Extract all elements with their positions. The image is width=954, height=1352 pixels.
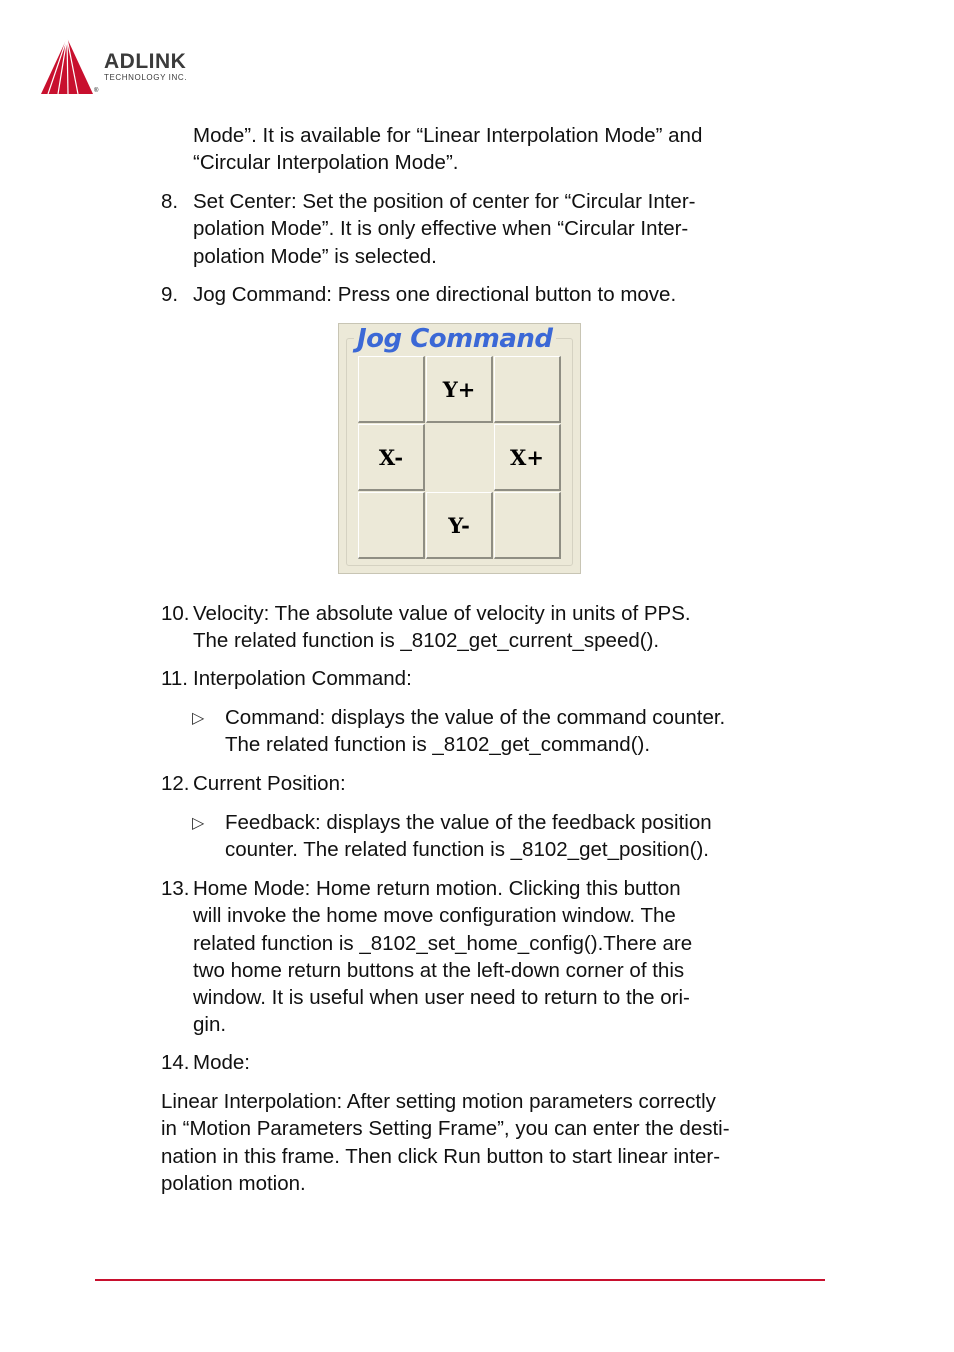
jog-blank-bottom-right[interactable] xyxy=(494,492,561,559)
jog-blank-top-right[interactable] xyxy=(494,356,561,423)
jog-button-grid xyxy=(358,356,563,560)
jog-y-minus-button[interactable]: Y- xyxy=(426,492,493,559)
jog-command-title: Jog Command xyxy=(354,324,556,354)
jog-x-plus-button[interactable]: X+ xyxy=(494,424,561,491)
footer-rule xyxy=(95,1279,825,1281)
triangle-right-icon: ▷ xyxy=(192,815,205,832)
linear-interpolation-paragraph: Linear Interpolation: After setting motion parameters correctly in “Motion Parameters Setting Frame”, you can enter the desti- nation in this frame. Then click Run button to start linear inter- polation motion. xyxy=(161,1090,730,1195)
item-12-number: 12. xyxy=(161,772,190,795)
item-12-text: Current Position: xyxy=(193,772,346,795)
logo-subtitle: TECHNOLOGY INC. xyxy=(104,73,188,82)
jog-blank-top-left[interactable] xyxy=(358,356,425,423)
adlink-triangle-icon xyxy=(38,36,100,98)
item-12-bullet: Feedback: displays the value of the feedback position counter. The related function is _8102_get_position(). xyxy=(225,811,712,862)
adlink-logo xyxy=(38,36,238,98)
triangle-right-icon: ▷ xyxy=(192,710,205,727)
continuation-text: Mode”. It is available for “Linear Interpolation Mode” and “Circular Interpolation Mode”. xyxy=(193,124,703,175)
item-8-text: Set Center: Set the position of center for “Circular Inter- polation Mode”. It is only effective when “Circular Inter- polation Mode” is selected. xyxy=(193,190,696,268)
jog-command-panel xyxy=(338,323,581,574)
jog-blank-bottom-left[interactable] xyxy=(358,492,425,559)
item-11-number: 11. xyxy=(161,667,188,690)
jog-y-plus-button[interactable]: Y+ xyxy=(426,356,493,423)
jog-center-blank xyxy=(426,424,493,491)
item-10-number: 10. xyxy=(161,602,190,625)
item-13-number: 13. xyxy=(161,877,190,900)
item-11-text: Interpolation Command: xyxy=(193,667,412,690)
item-10-text: Velocity: The absolute value of velocity in units of PPS. The related function is _8102_get_current_speed(). xyxy=(193,602,691,653)
item-14-number: 14. xyxy=(161,1051,190,1074)
item-13-text: Home Mode: Home return motion. Clicking this button will invoke the home move configuration window. The related function is _8102_set_home_config().There are two home return buttons at the left-down corner of this window. It is useful when user need to return to the ori- gin. xyxy=(193,877,693,1037)
jog-x-minus-button[interactable]: X- xyxy=(358,424,425,491)
item-11-bullet: Command: displays the value of the command counter. The related function is _8102_get_command(). xyxy=(225,706,726,757)
registered-mark: ® xyxy=(94,88,99,94)
item-9-text: Jog Command: Press one directional button to move. xyxy=(193,283,677,306)
item-9-number: 9. xyxy=(161,283,179,306)
logo-name: ADLINK xyxy=(104,50,187,73)
item-8-number: 8. xyxy=(161,190,179,213)
item-14-text: Mode: xyxy=(193,1051,250,1074)
